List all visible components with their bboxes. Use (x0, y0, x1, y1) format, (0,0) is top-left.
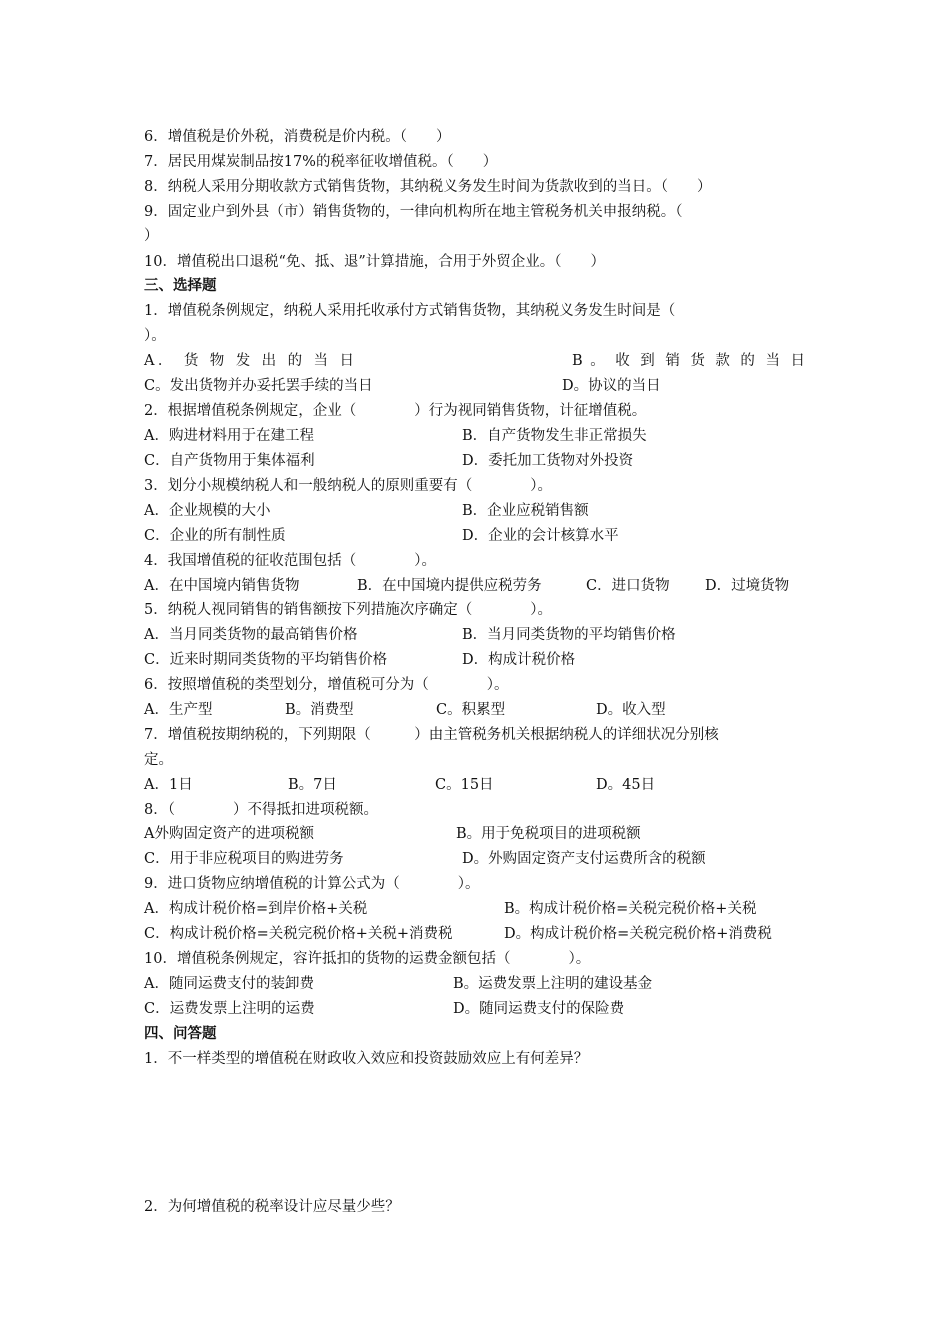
q7-option-d: D。45日 (596, 777, 656, 793)
q4-option-c: C．进口货物 (586, 578, 670, 594)
q7-option-a: A．1日 (144, 777, 193, 793)
q8-option-a: A外购固定资产的进项税额 (144, 826, 314, 842)
q8-stem: 8．（ ）不得抵扣进项税额。 (144, 802, 378, 818)
q3-option-a: A．企业规模的大小 (144, 503, 271, 519)
q6-option-c: C。积累型 (436, 702, 506, 718)
q9-option-a: A．构成计税价格=到岸价格+关税 (144, 901, 368, 917)
q1-option-d: D。协议的当日 (562, 378, 661, 394)
q2-option-b: B．自产货物发生非正常损失 (462, 428, 647, 444)
q7-stem: 7．增值税按期纳税的，下列期限（ ）由主管税务机关根据纳税人的详细状况分别核 (144, 727, 719, 743)
tf-question-8: 8．纳税人采用分期收款方式销售货物，其纳税义务发生时间为货款收到的当日。（ ） (144, 179, 712, 195)
q4-option-d: D．过境货物 (705, 578, 790, 594)
q3-option-b: B．企业应税销售额 (462, 503, 589, 519)
q1-option-a: A． 货 物 发 出 的 当 日 (144, 353, 354, 369)
tf-question-10: 10．增值税出口退税“免、抵、退”计算措施，合用于外贸企业。（ ） (144, 254, 606, 270)
q2-option-a: A．购进材料用于在建工程 (144, 428, 314, 444)
q6-option-b: B。消费型 (285, 702, 354, 718)
q6-option-d: D。收入型 (596, 702, 666, 718)
q7-option-c: C。15日 (435, 777, 494, 793)
q10-option-b: B。运费发票上注明的建设基金 (453, 976, 653, 992)
q6-stem: 6．按照增值税的类型划分，增值税可分为（ ）。 (144, 677, 509, 693)
q9-option-b: B。构成计税价格=关税完税价格+关税 (504, 901, 757, 917)
q3-stem: 3．划分小规模纳税人和一般纳税人的原则重要有（ ）。 (144, 478, 552, 494)
q4-option-b: B．在中国境内提供应税劳务 (357, 578, 542, 594)
q2-option-c: C．自产货物用于集体福利 (144, 453, 315, 469)
qa-question-1: 1．不一样类型的增值税在财政收入效应和投资鼓励效应上有何差异？ (144, 1051, 589, 1067)
q8-option-d: D。外购固定资产支付运费所含的税额 (462, 851, 706, 867)
tf-question-6: 6．增值税是价外税，消费税是价内税。（ ） (144, 129, 451, 145)
q8-option-c: C．用于非应税项目的购进劳务 (144, 851, 344, 867)
q10-option-d: D。随同运费支付的保险费 (453, 1001, 625, 1017)
q1-option-b: B 。 收 到 销 货 款 的 当 日 (572, 353, 805, 369)
q7-option-b: B。7日 (288, 777, 337, 793)
q1-option-c: C。发出货物并办妥托罢手续的当日 (144, 378, 373, 394)
q5-stem: 5．纳税人视同销售的销售额按下列措施次序确定（ ）。 (144, 602, 552, 618)
section-heading-choice: 三、选择题 (144, 277, 217, 294)
tf-question-9-end: ） (144, 228, 159, 244)
q3-option-c: C．企业的所有制性质 (144, 528, 286, 544)
q10-option-a: A．随同运费支付的装卸费 (144, 976, 314, 992)
q2-option-d: D．委托加工货物对外投资 (462, 453, 634, 469)
q5-option-b: B．当月同类货物的平均销售价格 (462, 627, 676, 643)
q6-option-a: A．生产型 (144, 702, 213, 718)
qa-question-2: 2．为何增值税的税率设计应尽量少些？ (144, 1199, 400, 1215)
tf-question-7: 7．居民用煤炭制品按17%的税率征收增值税。（ ） (144, 154, 498, 170)
q1-stem: 1．增值税条例规定，纳税人采用托收承付方式销售货物，其纳税义务发生时间是（ (144, 303, 676, 319)
q4-option-a: A．在中国境内销售货物 (144, 578, 300, 594)
q5-option-c: C．近来时期同类货物的平均销售价格 (144, 652, 388, 668)
q7-stem-end: 定。 (144, 752, 173, 768)
tf-question-9: 9．固定业户到外县（市）销售货物的，一律向机构所在地主管税务机关申报纳税。（ (144, 204, 683, 220)
q10-option-c: C．运费发票上注明的运费 (144, 1001, 315, 1017)
q4-stem: 4．我国增值税的征收范围包括（ ）。 (144, 553, 436, 569)
q9-stem: 9．进口货物应纳增值税的计算公式为（ ）。 (144, 876, 480, 892)
q3-option-d: D．企业的会计核算水平 (462, 528, 619, 544)
q2-stem: 2．根据增值税条例规定，企业（ ）行为视同销售货物，计征增值税。 (144, 403, 647, 419)
q1-stem-end: ）。 (144, 328, 166, 344)
q10-stem: 10．增值税条例规定，容许抵扣的货物的运费金额包括（ ）。 (144, 951, 591, 967)
q9-option-d: D。构成计税价格=关税完税价格+消费税 (504, 926, 772, 942)
q9-option-c: C．构成计税价格=关税完税价格+关税+消费税 (144, 926, 453, 942)
section-heading-qa: 四、问答题 (144, 1025, 217, 1042)
q8-option-b: B。用于免税项目的进项税额 (456, 826, 641, 842)
q5-option-a: A．当月同类货物的最高销售价格 (144, 627, 358, 643)
q5-option-d: D．构成计税价格 (462, 652, 576, 668)
